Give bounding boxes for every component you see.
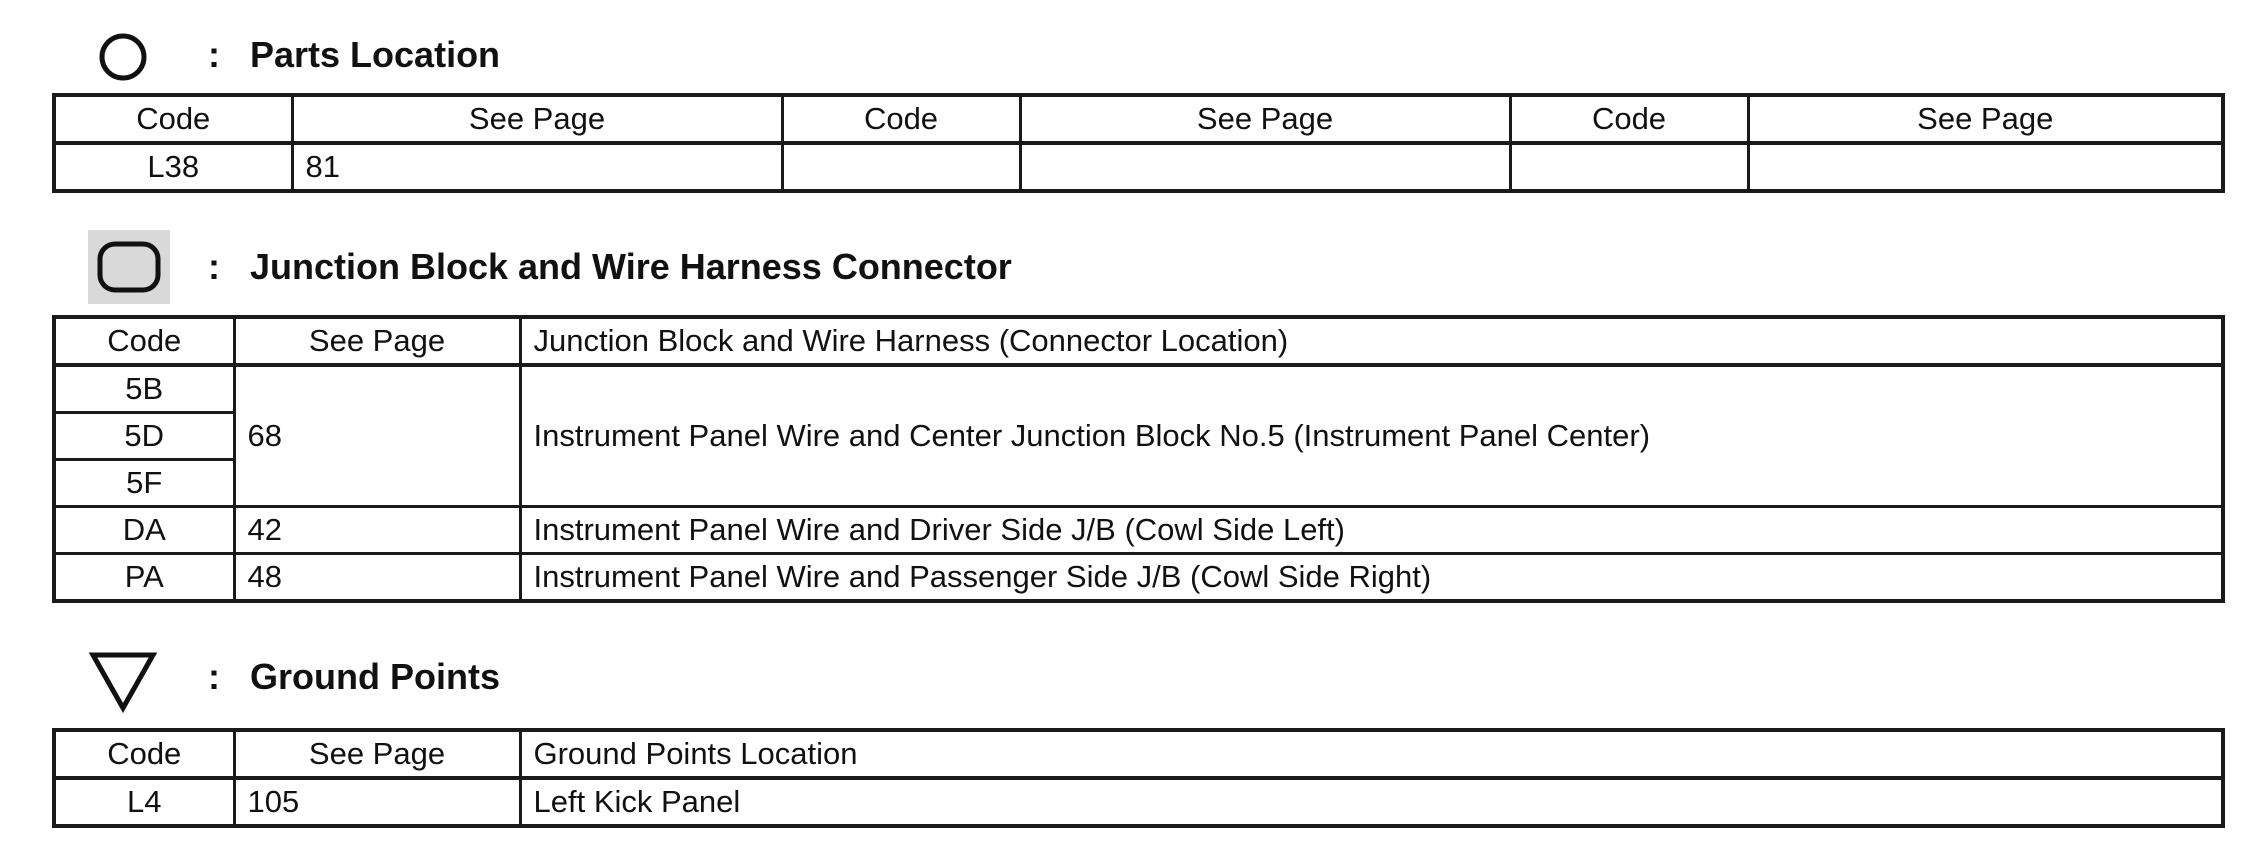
ground-points-table	[52, 728, 2225, 828]
code-cell: 5B	[54, 365, 234, 413]
column-header: Junction Block and Wire Harness (Connector Location)	[520, 317, 2223, 365]
code-cell: L38	[54, 143, 292, 191]
location-cell: Instrument Panel Wire and Passenger Side J/B (Cowl Side Right)	[520, 554, 2223, 602]
parts-location-header	[0, 20, 1200, 100]
column-header: Code	[54, 95, 292, 143]
location-cell: Instrument Panel Wire and Driver Side J/B (Cowl Side Left)	[520, 507, 2223, 554]
column-header: See Page	[1020, 95, 1510, 143]
page-cell: 48	[234, 554, 520, 602]
code-cell: DA	[54, 507, 234, 554]
down-triangle-icon	[88, 650, 158, 714]
junction-block-table	[52, 315, 2225, 603]
page-cell	[1020, 143, 1510, 191]
table-header-row	[54, 95, 2223, 143]
column-header: See Page	[1748, 95, 2223, 143]
section-title: Parts Location	[250, 34, 501, 75]
junction-block-header	[0, 228, 1200, 308]
table-row	[54, 507, 2223, 554]
page-cell	[1748, 143, 2223, 191]
parts-location-table	[52, 93, 2225, 193]
table-row	[54, 143, 2223, 191]
code-cell: 5D	[54, 413, 234, 460]
table-row	[54, 778, 2223, 826]
location-cell: Instrument Panel Wire and Center Junction Block No.5 (Instrument Panel Center)	[520, 365, 2223, 507]
column-header: Code	[1510, 95, 1748, 143]
column-header: Code	[782, 95, 1020, 143]
rounded-rectangle-icon	[96, 240, 162, 294]
section-colon: :	[208, 34, 220, 75]
section-colon: :	[208, 246, 220, 287]
page-cell: 81	[292, 143, 782, 191]
column-header: See Page	[292, 95, 782, 143]
code-cell	[1510, 143, 1748, 191]
column-header: See Page	[234, 730, 520, 778]
section-title: Junction Block and Wire Harness Connector	[250, 246, 1012, 287]
column-header: Ground Points Location	[520, 730, 2223, 778]
table-row	[54, 554, 2223, 602]
column-header: See Page	[234, 317, 520, 365]
code-cell	[782, 143, 1020, 191]
page-cell: 105	[234, 778, 520, 826]
section-title: Ground Points	[250, 656, 500, 697]
ground-points-header	[0, 640, 1200, 720]
column-header: Code	[54, 317, 234, 365]
page-cell: 68	[234, 365, 520, 507]
circle-icon	[98, 32, 148, 82]
column-header: Code	[54, 730, 234, 778]
section-colon: :	[208, 656, 220, 697]
table-header-row	[54, 730, 2223, 778]
code-cell: PA	[54, 554, 234, 602]
table-row	[54, 365, 2223, 413]
location-cell: Left Kick Panel	[520, 778, 2223, 826]
table-header-row	[54, 317, 2223, 365]
page-cell: 42	[234, 507, 520, 554]
code-cell: 5F	[54, 460, 234, 507]
code-cell: L4	[54, 778, 234, 826]
